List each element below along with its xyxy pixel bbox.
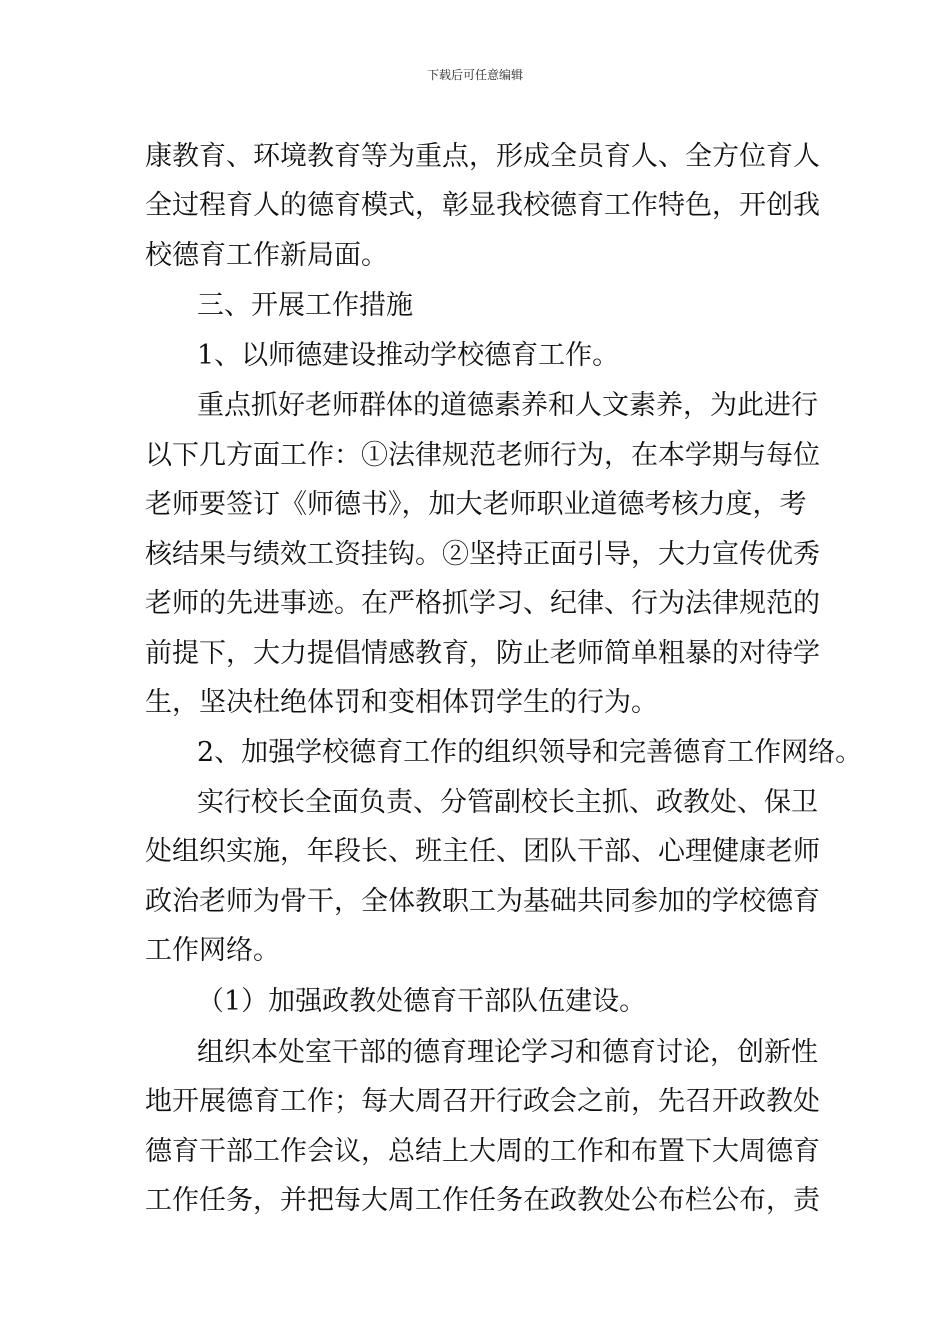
text-line: 地开展德育工作；每大周召开行政会之前，先召开政教处 (145, 1086, 820, 1117)
text-line: 老师要签订《师德书》，加大老师职业道德考核力度，考 (145, 489, 807, 520)
section-heading: 三、开展工作措施 (197, 290, 413, 321)
text-line: 康教育、环境教育等为重点，形成全员育人、全方位育人 (145, 141, 820, 172)
page-header: 下载后可任意编辑 (426, 68, 523, 82)
text-line: 核结果与绩效工资挂钩。②坚持正面引导，大力宣传优秀 (145, 539, 820, 570)
text-line: 处组织实施，年段长、班主任、团队干部、心理健康老师 (145, 836, 820, 867)
text-line: 校德育工作新局面。 (145, 240, 388, 271)
text-line: 工作网络。 (145, 935, 280, 966)
subsection-heading: （1）加强政教处德育干部队伍建设。 (197, 986, 647, 1017)
text-line: 德育干部工作会议，总结上大周的工作和布置下大周德育 (145, 1136, 820, 1167)
text-line: 政治老师为骨干，全体教职工为基础共同参加的学校德育 (145, 886, 820, 917)
subsection-heading: 2、加强学校德育工作的组织领导和完善德育工作网络。 (197, 737, 863, 768)
text-line: 实行校长全面负责、分管副校长主抓、政教处、保卫 (197, 787, 818, 818)
subsection-heading: 1、以师德建设推动学校德育工作。 (197, 340, 620, 371)
text-line: 以下几方面工作：①法律规范老师行为，在本学期与每位 (145, 440, 820, 471)
text-line: 组织本处室干部的德育理论学习和德育讨论，创新性 (197, 1037, 818, 1068)
text-line: 重点抓好老师群体的道德素养和人文素养，为此进行 (197, 390, 818, 421)
text-line: 老师的先进事迹。在严格抓学习、纪律、行为法律规范的 (145, 588, 820, 619)
text-line: 工作任务，并把每大周工作任务在政教处公布栏公布，责 (145, 1185, 820, 1216)
text-line: 前提下，大力提倡情感教育，防止老师简单粗暴的对待学 (145, 638, 820, 669)
text-line: 生，坚决杜绝体罚和变相体罚学生的行为。 (145, 687, 658, 718)
text-line: 全过程育人的德育模式，彰显我校德育工作特色，开创我 (145, 190, 820, 221)
